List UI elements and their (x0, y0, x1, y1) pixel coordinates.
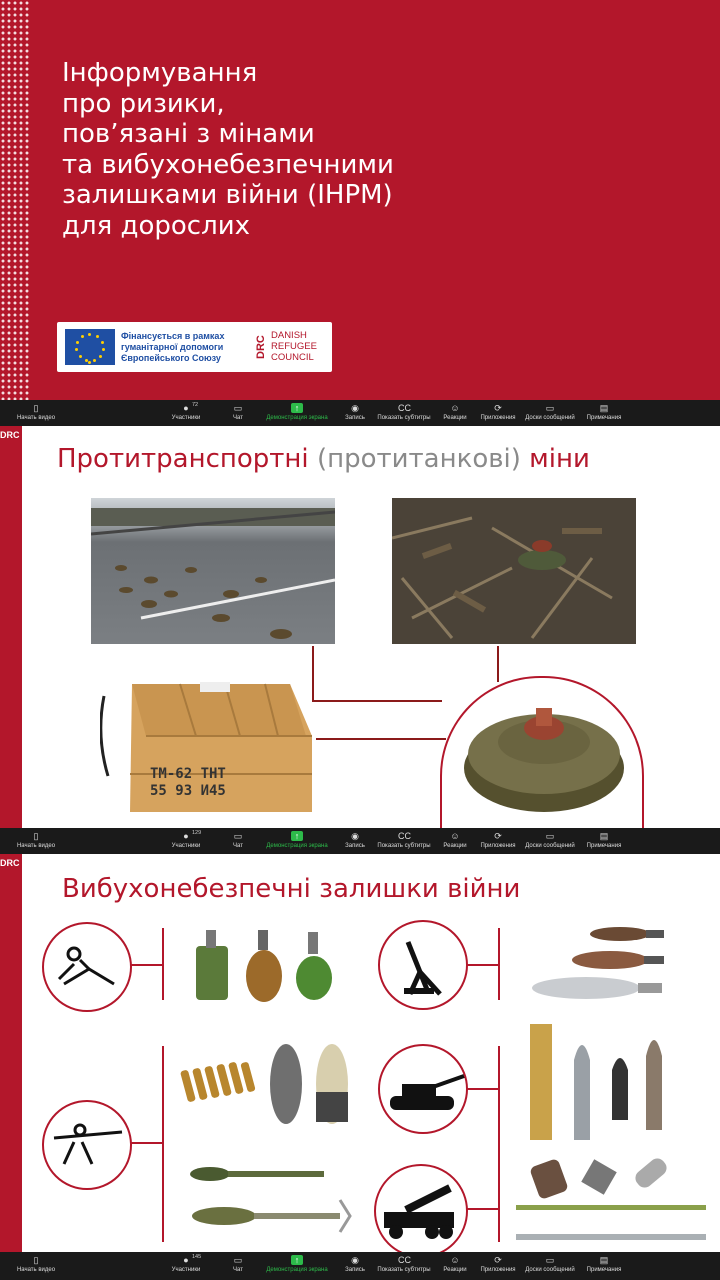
toolbar-button-chat[interactable] (226, 400, 250, 426)
slide-heading: Вибухонебезпечні залишки війни (62, 874, 521, 904)
toolbar-button-label: Реакции (443, 415, 467, 421)
heading-part-2: (протитанкові) (316, 444, 521, 474)
toolbar-button-reaction[interactable] (440, 1252, 470, 1278)
toolbar-button-whiteboard[interactable] (520, 828, 580, 854)
submunitions-and-rockets-image (516, 1150, 706, 1250)
toolbar-button-cc[interactable] (374, 828, 434, 854)
connector-line (498, 1046, 500, 1242)
toolbar-button-label: Запись (345, 843, 365, 849)
road-mines-photo (91, 498, 335, 644)
whiteboard-icon: ▭ (545, 403, 555, 413)
funding-logo-box (57, 322, 332, 372)
title-slide (0, 0, 720, 400)
toolbar-button-label: Доски сообщений (525, 1267, 575, 1273)
share-screen-icon: ↑ (291, 403, 303, 413)
toolbar-button-label: Примечания (586, 1267, 622, 1273)
mine-crate-image (100, 676, 312, 816)
record-icon: ◉ (351, 831, 359, 841)
toolbar-button-label: Начать видео (16, 415, 56, 421)
ammunition-image (180, 1040, 360, 1130)
notes-icon: ▤ (599, 1255, 609, 1265)
toolbar-button-apps[interactable] (478, 400, 518, 426)
zoom-toolbar (0, 1252, 720, 1280)
apps-icon: ⟳ (494, 1255, 502, 1265)
drc-logo-mark: DRC (255, 335, 267, 359)
heading-part-1: Протитранспортні (57, 444, 317, 474)
reaction-icon: ☺ (450, 831, 460, 841)
toolbar-button-label: Показать субтитры (377, 843, 431, 849)
toolbar-button-share-screen[interactable] (262, 400, 332, 426)
whiteboard-icon: ▭ (545, 831, 555, 841)
record-icon: ◉ (351, 403, 359, 413)
connector-line (498, 928, 500, 1000)
connector-line (497, 646, 499, 682)
rocket-launcher-truck-icon (374, 1164, 468, 1252)
mortar-rounds-image (520, 920, 670, 1010)
participants-icon: ● (183, 831, 189, 841)
toolbar-button-notes[interactable] (584, 828, 624, 854)
toolbar-button-notes[interactable] (584, 400, 624, 426)
toolbar-button-cc[interactable] (374, 1252, 434, 1278)
toolbar-button-cc[interactable] (374, 400, 434, 426)
toolbar-button-participants[interactable] (166, 1252, 206, 1278)
toolbar-button-label: Участники (171, 415, 201, 421)
share-screen-icon: ↑ (291, 1255, 303, 1265)
toolbar-button-apps[interactable] (478, 1252, 518, 1278)
toolbar-button-record[interactable] (340, 1252, 370, 1278)
dotted-map-decoration (0, 0, 30, 400)
eu-flag-icon (65, 329, 115, 365)
camera-off-icon: ▯ (33, 403, 39, 413)
toolbar-button-participants[interactable] (166, 400, 206, 426)
reaction-icon: ☺ (450, 1255, 460, 1265)
hand-grenades-image (190, 926, 340, 1004)
tank-icon (378, 1044, 468, 1134)
notes-icon: ▤ (599, 403, 609, 413)
toolbar-button-label: Участники (171, 843, 201, 849)
toolbar-button-label: Доски сообщений (525, 415, 575, 421)
toolbar-button-label: Демонстрация экрана (266, 843, 328, 849)
connector-line (312, 646, 314, 702)
zoom-toolbar (0, 400, 720, 426)
connector-line (316, 738, 446, 740)
connector-line (130, 964, 162, 966)
drc-corner-logo: DRC (0, 430, 20, 440)
toolbar-button-apps[interactable] (478, 828, 518, 854)
toolbar-button-camera-off[interactable] (16, 828, 56, 854)
participants-icon: ● (183, 403, 189, 413)
forest-mine-photo (392, 498, 636, 644)
toolbar-button-share-screen[interactable] (262, 1252, 332, 1278)
cc-icon: CC (398, 831, 411, 841)
whiteboard-icon: ▭ (545, 1255, 555, 1265)
erw-slide (0, 854, 720, 1252)
toolbar-button-label: Начать видео (16, 843, 56, 849)
connector-line (162, 928, 164, 1000)
cc-icon: CC (398, 403, 411, 413)
toolbar-button-label: Запись (345, 1267, 365, 1273)
toolbar-button-notes[interactable] (584, 1252, 624, 1278)
toolbar-button-label: Показать субтитры (377, 1267, 431, 1273)
crate-stencil-text: ТМ-62 ТНТ 55 93 И45 (150, 766, 226, 799)
slide-side-strip (0, 426, 22, 828)
toolbar-button-label: Чат (233, 415, 243, 421)
connector-line (312, 700, 442, 702)
eu-funding-text: Фінансується в рамках гуманітарної допомоги Європейського Союзу (121, 331, 225, 363)
toolbar-button-reaction[interactable] (440, 400, 470, 426)
chat-icon: ▭ (233, 403, 243, 413)
slide-heading (57, 444, 590, 474)
participants-count: 145 (192, 1254, 202, 1260)
toolbar-button-chat[interactable] (226, 828, 250, 854)
cc-icon: CC (398, 1255, 411, 1265)
toolbar-button-label: Участники (171, 1267, 201, 1273)
toolbar-button-label: Демонстрация экрана (266, 415, 328, 421)
toolbar-button-record[interactable] (340, 828, 370, 854)
toolbar-button-label: Реакции (443, 1267, 467, 1273)
reaction-icon: ☺ (450, 403, 460, 413)
mortar-icon (378, 920, 468, 1010)
connector-line (130, 1142, 162, 1144)
connector-line (466, 964, 500, 966)
participants-count: 72 (192, 402, 199, 408)
toolbar-button-participants[interactable] (166, 828, 206, 854)
toolbar-button-reaction[interactable] (440, 828, 470, 854)
toolbar-button-label: Доски сообщений (525, 843, 575, 849)
toolbar-button-whiteboard[interactable] (520, 400, 580, 426)
apps-icon: ⟳ (494, 831, 502, 841)
apps-icon: ⟳ (494, 403, 502, 413)
toolbar-button-chat[interactable] (226, 1252, 250, 1278)
toolbar-button-label: Показать субтитры (377, 415, 431, 421)
rpg-rockets-image (180, 1158, 360, 1248)
connector-line (466, 1088, 500, 1090)
camera-off-icon: ▯ (33, 1255, 39, 1265)
drc-logo-text: DANISH REFUGEE COUNCIL (271, 330, 317, 363)
toolbar-button-label: Приложения (480, 415, 516, 421)
chat-icon: ▭ (233, 831, 243, 841)
toolbar-button-label: Приложения (480, 843, 516, 849)
toolbar-button-label: Чат (233, 843, 243, 849)
toolbar-button-whiteboard[interactable] (520, 1252, 580, 1278)
record-icon: ◉ (351, 1255, 359, 1265)
toolbar-button-label: Начать видео (16, 1267, 56, 1273)
toolbar-button-label: Запись (345, 415, 365, 421)
toolbar-button-label: Чат (233, 1267, 243, 1273)
toolbar-button-label: Демонстрация экрана (266, 1267, 328, 1273)
slide-side-strip (0, 854, 22, 1252)
toolbar-button-label: Приложения (480, 1267, 516, 1273)
injured-person-icon (42, 922, 132, 1012)
toolbar-button-camera-off[interactable] (16, 400, 56, 426)
zoom-toolbar (0, 828, 720, 854)
tm62-mine-image (440, 676, 644, 828)
drc-corner-logo: DRC (0, 858, 20, 868)
share-screen-icon: ↑ (291, 831, 303, 841)
slide-title: Інформування про ризики, пов’язані з мінами та вибухонебезпечними залишками війни (ІНРМ) для дорослих (62, 58, 394, 241)
antitank-mines-slide (0, 426, 720, 828)
connector-line (466, 1208, 500, 1210)
toolbar-button-camera-off[interactable] (16, 1252, 56, 1278)
participants-count: 129 (192, 830, 202, 836)
heading-part-3: міни (520, 444, 590, 474)
toolbar-button-label: Примечания (586, 843, 622, 849)
chat-icon: ▭ (233, 1255, 243, 1265)
toolbar-button-record[interactable] (340, 400, 370, 426)
connector-line (162, 1046, 164, 1242)
soldiers-with-rpg-icon (42, 1100, 132, 1190)
artillery-shells-image (520, 1020, 680, 1144)
camera-off-icon: ▯ (33, 831, 39, 841)
toolbar-button-share-screen[interactable] (262, 828, 332, 854)
notes-icon: ▤ (599, 831, 609, 841)
toolbar-button-label: Примечания (586, 415, 622, 421)
toolbar-button-label: Реакции (443, 843, 467, 849)
participants-icon: ● (183, 1255, 189, 1265)
